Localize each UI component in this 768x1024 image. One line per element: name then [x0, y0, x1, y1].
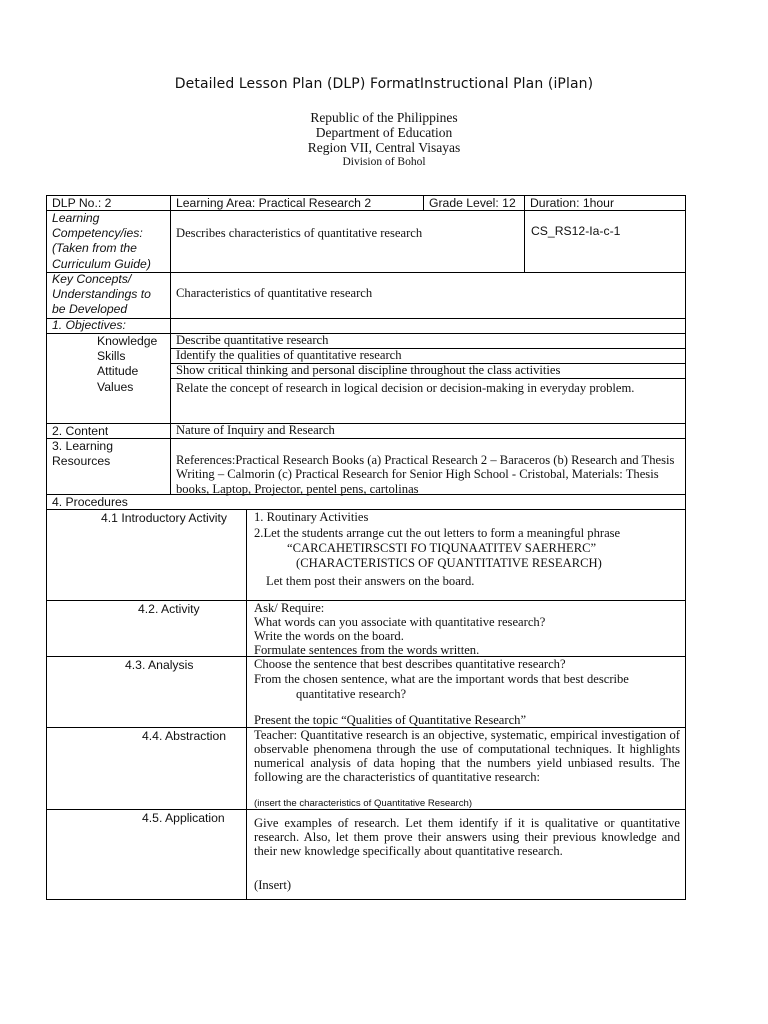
header-division: Division of Bohol	[342, 156, 426, 168]
abstraction-label: 4.4. Abstraction	[142, 729, 227, 743]
intro-activity-content: 1. Routinary Activities 2.Let the students arrange cut the out letters to form a meaningful phrase “CARCAHETIRSCSTI FO TIQUNAATITEV SAERHERC” (CHARACTERISTICS OF QUANTITATIVE RESEARCH) Let them post their answers on the board.	[254, 510, 621, 588]
abstraction-note: (insert the characteristics of Quantitative Research)	[254, 798, 473, 809]
learning-area: Learning Area: Practical Research 2	[176, 196, 372, 210]
competency-code: CS_RS12-Ia-c-1	[531, 224, 621, 238]
document-title: Detailed Lesson Plan (DLP) FormatInstructional Plan (iPlan)	[174, 76, 594, 92]
application-insert: (Insert)	[254, 878, 292, 892]
activity-label: 4.2. Activity	[138, 602, 200, 616]
resources-value: References:Practical Research Books (a) Practical Research 2 – Baraceros (b) Research and Thesis Writing – Calmorin (c) Practical Research for Senior High School - Cristobal, Materials: Thesis books, Laptop, Projector, pentel pens, cartolinas	[176, 453, 675, 496]
values-label: Values	[97, 380, 134, 394]
analysis-content: Choose the sentence that best describes quantitative research? From the chosen sentence, what are the important words that best describe quantitative research? Present the topic “Qualities of Quantitative Research”	[254, 657, 629, 727]
attitude-label: Attitude	[97, 364, 139, 378]
procedures-label: 4. Procedures	[52, 495, 128, 509]
knowledge-label: Knowledge	[97, 334, 158, 348]
skills-value: Identify the qualities of quantitative research	[176, 348, 402, 362]
application-label: 4.5. Application	[142, 811, 225, 825]
key-concepts-label: Key Concepts/ Understandings to be Developed	[52, 272, 151, 317]
competency-value: Describes characteristics of quantitative research	[176, 226, 423, 240]
competency-label: Learning Competency/ies: (Taken from the Curriculum Guide)	[52, 211, 151, 271]
header-department: Department of Education	[315, 125, 453, 140]
content-label: 2. Content	[52, 424, 109, 438]
skills-label: Skills	[97, 349, 126, 363]
header-republic: Republic of the Philippines	[310, 110, 458, 125]
grade-level: Grade Level: 12	[429, 196, 516, 210]
abstraction-text: Teacher: Quantitative research is an objective, systematic, empirical investigation of observable phenomena through the use of computational techniques. It highlights numerical analysis of data hoping that the numbers yield unbiased results. The following are the characteristics of quantitative research:	[254, 728, 680, 784]
key-concepts-value: Characteristics of quantitative research	[176, 286, 373, 300]
dlp-number: DLP No.: 2	[52, 196, 112, 210]
activity-content: Ask/ Require: What words can you associate with quantitative research? Write the words on the board. Formulate sentences from the words written.	[254, 601, 546, 657]
analysis-label: 4.3. Analysis	[125, 658, 194, 672]
attitude-value: Show critical thinking and personal discipline throughout the class activities	[176, 363, 561, 377]
application-text: Give examples of research. Let them identify if it is qualitative or quantitative research. Also, let them prove their answers using their previous knowledge and their new knowledge specifically about quantitative research.	[254, 816, 680, 858]
intro-activity-label: 4.1 Introductory Activity	[101, 511, 227, 525]
resources-label: 3. Learning Resources	[52, 439, 113, 469]
knowledge-value: Describe quantitative research	[176, 333, 329, 347]
objectives-label: 1. Objectives:	[52, 318, 126, 332]
values-value: Relate the concept of research in logical decision or decision-making in everyday problem.	[176, 381, 635, 395]
content-value: Nature of Inquiry and Research	[176, 423, 335, 437]
duration: Duration: 1hour	[530, 196, 615, 210]
header-region: Region VII, Central Visayas	[307, 140, 461, 155]
